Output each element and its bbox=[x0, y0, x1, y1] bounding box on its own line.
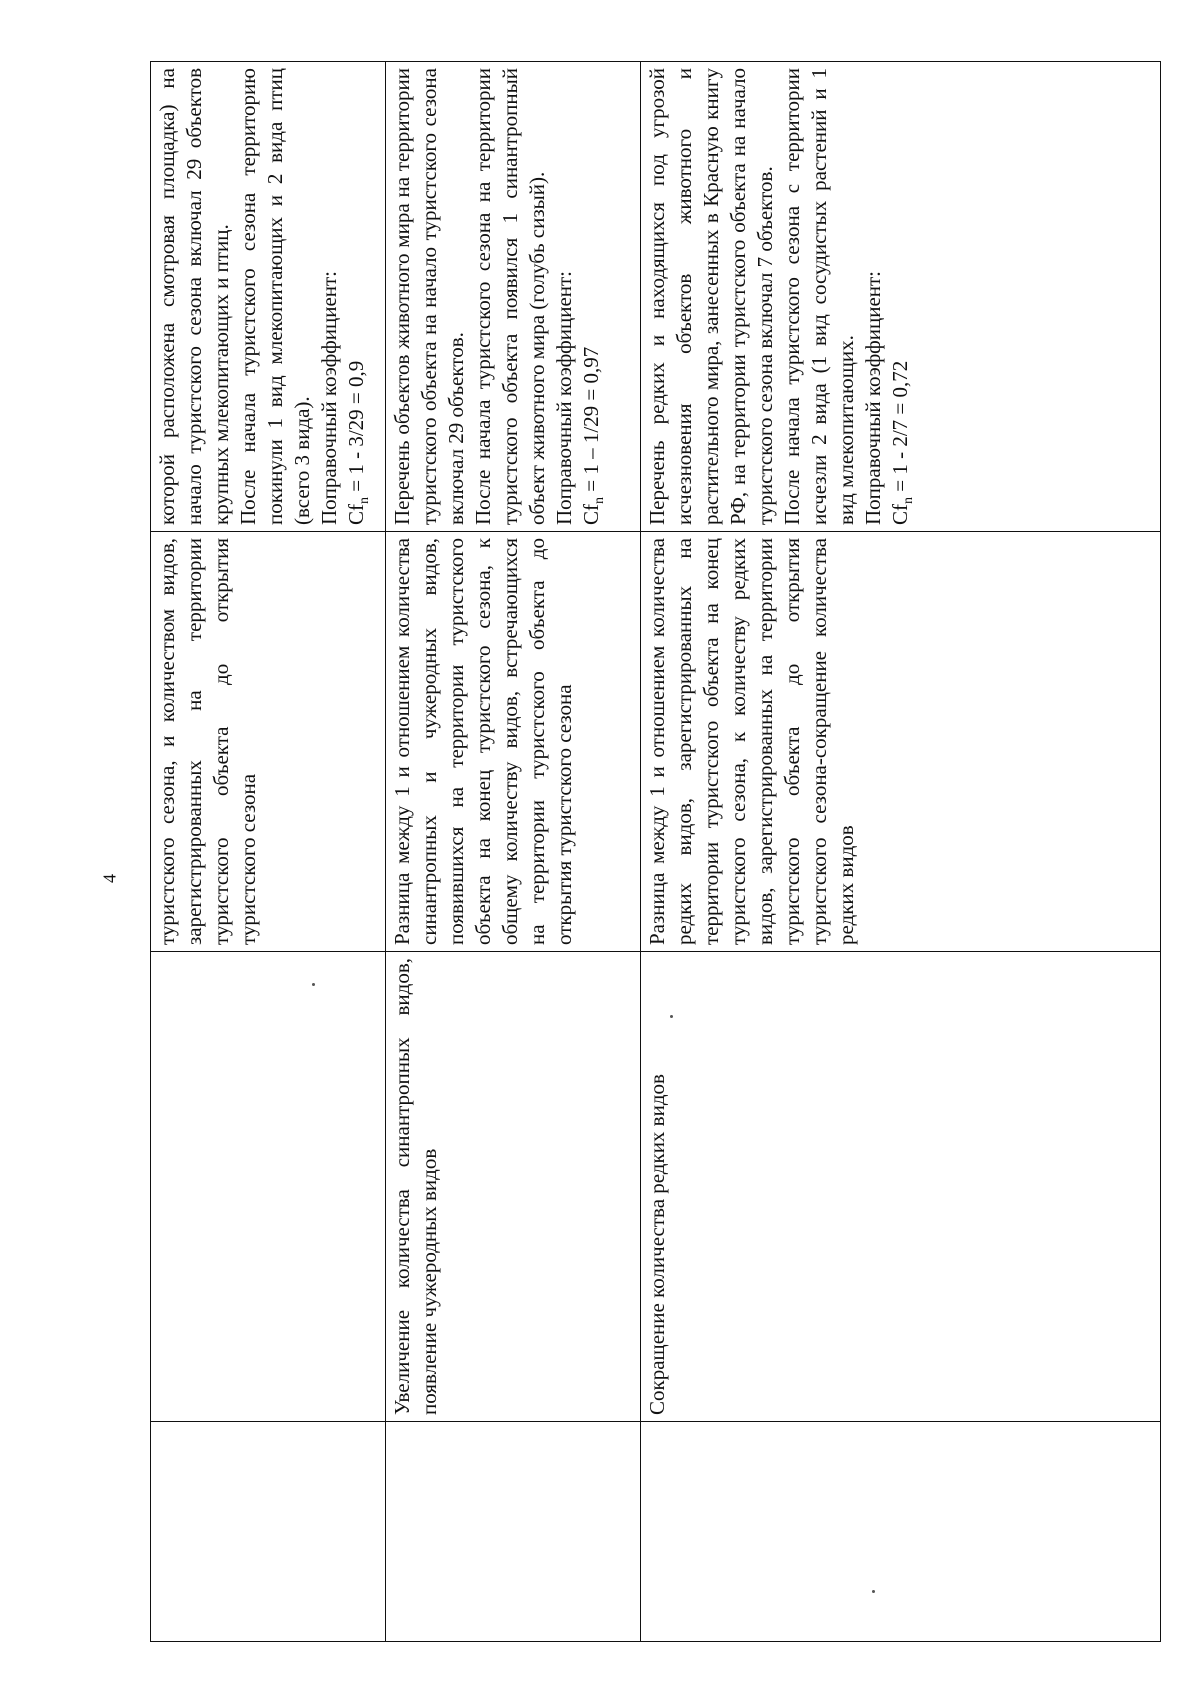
scan-speck bbox=[872, 1590, 875, 1593]
formula bbox=[578, 68, 608, 525]
example-line: Перечень объектов животного мира на территории туристского объекта на начало туристского сезона включал 29 объектов. bbox=[390, 68, 468, 525]
indicator-cell: Сокращение количества редких видов bbox=[641, 952, 1161, 1422]
example-line: Перечень редких и находящихся под угрозой исчезновения объектов животного и растительного мира, занесенных в Красную книгу РФ, на территории туристского объекта на начало туристского сезона включал 7 объектов. bbox=[645, 68, 777, 525]
formula-expression: = 1 - 2/7 = 0,72 bbox=[888, 360, 912, 497]
empty-cell bbox=[151, 1422, 386, 1642]
example-line: Поправочный коэффициент: bbox=[552, 270, 576, 525]
example-cell bbox=[386, 62, 641, 532]
formula-subscript: n bbox=[901, 497, 917, 504]
example-line: Поправочный коэффициент: bbox=[317, 270, 341, 525]
example-cell bbox=[151, 62, 386, 532]
rotated-page-content bbox=[150, 62, 1160, 1642]
criteria-table bbox=[150, 61, 1161, 1642]
formula-subscript: n bbox=[592, 497, 608, 504]
indicator-cell: Увеличение количества синантропных видов, появление чужеродных видов bbox=[386, 952, 641, 1422]
empty-cell bbox=[386, 1422, 641, 1642]
table-row bbox=[151, 62, 386, 1642]
example-line: которой расположена смотровая площадка) на начало туристского сезона включал 29 объектов крупных млекопитающих и птиц. bbox=[155, 68, 233, 525]
empty-cell bbox=[641, 1422, 1161, 1642]
indicator-cell bbox=[151, 952, 386, 1422]
example-line: После начала туристского сезона на территории туристского объекта появился 1 синантропный объект животного мира (голубь сизый). bbox=[471, 68, 549, 525]
method-cell: Разница между 1 и отношением количества синантропных и чужеродных видов, появившихся на территории туристского объекта на конец туристского сезона, к общему количеству видов, встречающихся на территории туристского объекта до открытия туристского сезона bbox=[386, 532, 641, 952]
example-line: После начала туристского сезона территорию покинули 1 вид млекопитающих и 2 вида птиц (всего 3 вида). bbox=[236, 68, 314, 525]
scan-speck bbox=[312, 983, 315, 986]
formula-prefix: Cf bbox=[888, 504, 912, 525]
formula bbox=[343, 68, 373, 525]
example-line: Поправочный коэффициент: bbox=[861, 270, 885, 525]
formula-prefix: Cf bbox=[344, 504, 368, 525]
formula-subscript: n bbox=[357, 497, 373, 504]
formula-prefix: Cf bbox=[579, 504, 603, 525]
table-row bbox=[641, 62, 1161, 1642]
page-number: 4 bbox=[99, 874, 120, 883]
method-cell: Разница между 1 и отношением количества редких видов, зарегистрированных на территории туристского объекта на конец туристского сезона, к количеству редких видов, зарегистрированных на территории туристского объекта до открытия туристского сезона-сокращение количества редких видов bbox=[641, 532, 1161, 952]
formula bbox=[887, 68, 917, 525]
method-cell: туристского сезона, и количеством видов, зарегистрированных на территории туристского объекта до открытия туристского сезона bbox=[151, 532, 386, 952]
example-cell bbox=[641, 62, 1161, 532]
scan-speck bbox=[670, 1015, 673, 1018]
formula-expression: = 1 – 1/29 = 0,97 bbox=[579, 346, 603, 497]
formula-expression: = 1 - 3/29 = 0,9 bbox=[344, 360, 368, 497]
example-line: После начала туристского сезона с территории исчезли 2 вида (1 вид сосудистых растений и 1 вид млекопитающих. bbox=[780, 68, 858, 525]
table-row bbox=[386, 62, 641, 1642]
